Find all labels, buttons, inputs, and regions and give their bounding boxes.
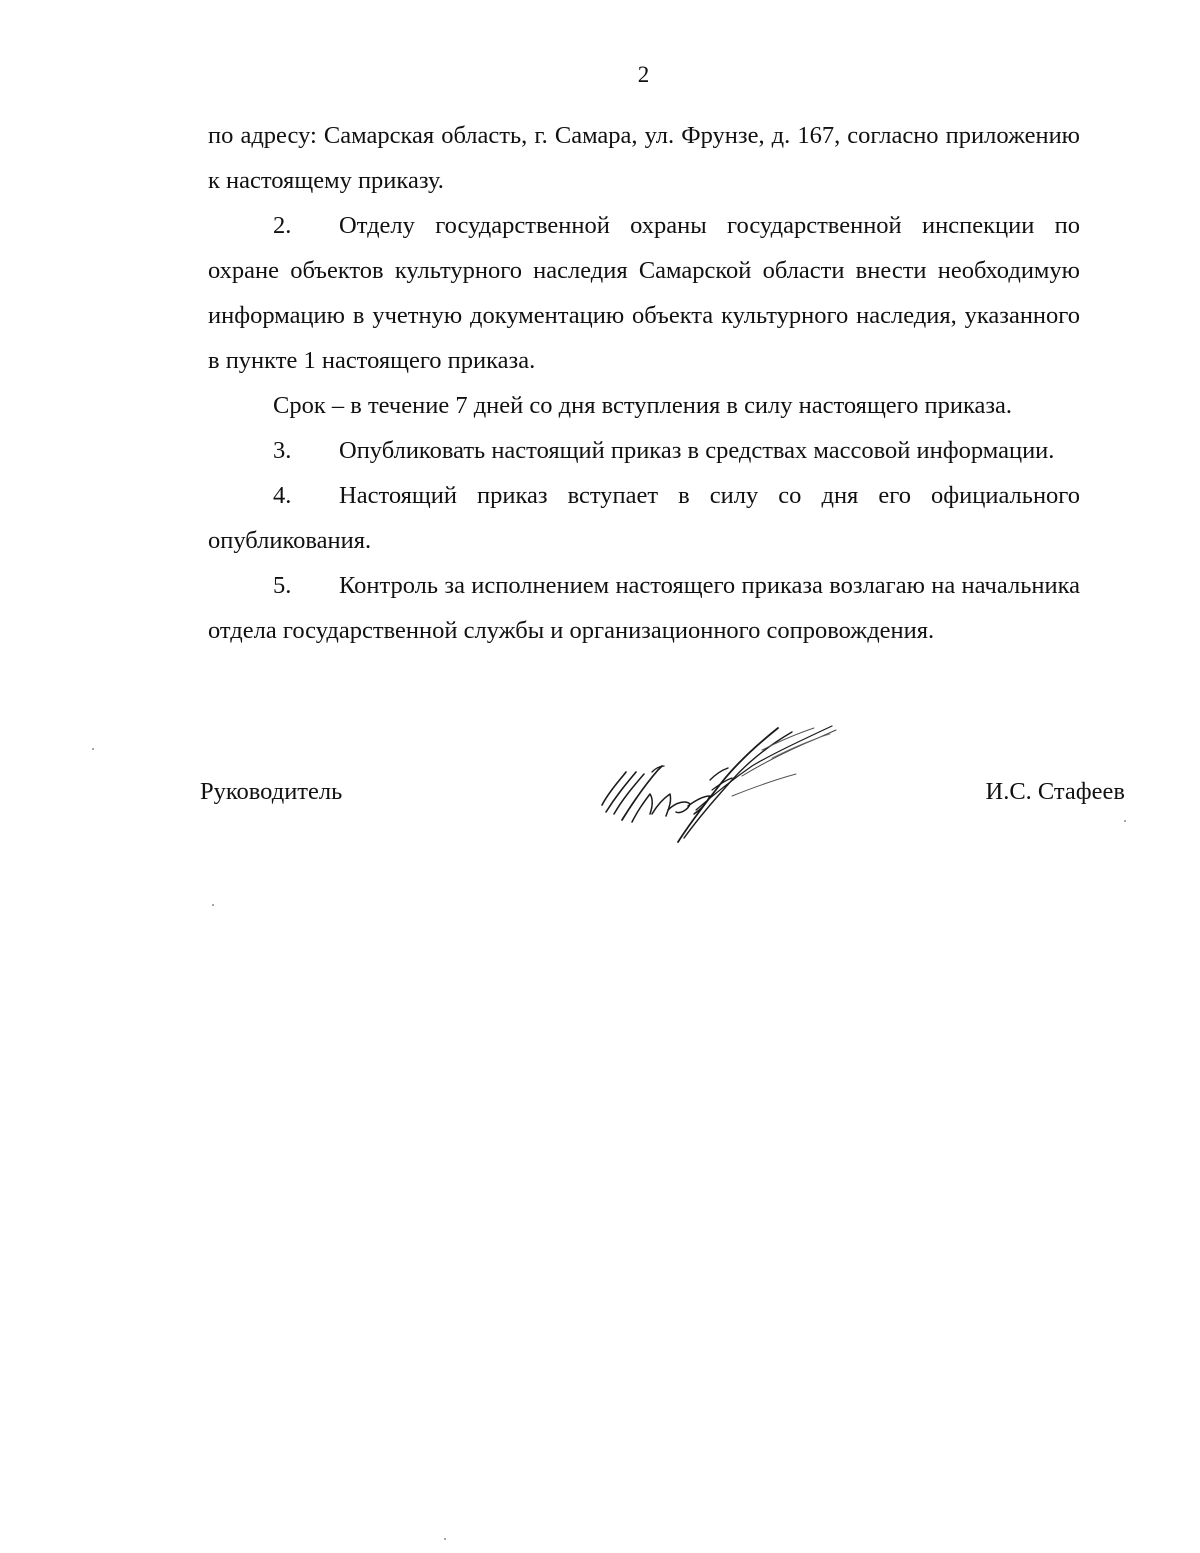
item-text: Настоящий приказ вступает в силу со дня его официального опубликования. xyxy=(208,482,1080,554)
paragraph-deadline: Срок – в течение 7 дней со дня вступления в силу настоящего приказа. xyxy=(273,392,1013,419)
item-text: Отделу государственной охраны государственной инспекции по охране объектов культурного наследия Самарской области внести необходимую информацию в учетную документацию объекта культурного наследия, указанного в пункте 1 настоящего приказа. xyxy=(208,212,1080,374)
scan-speck xyxy=(1124,820,1126,822)
item-number: 3. xyxy=(273,437,292,464)
paragraph-item-4 xyxy=(208,473,1080,563)
paragraph-item-2 xyxy=(208,203,1080,383)
item-number: 2. xyxy=(273,212,292,239)
handwritten-signature xyxy=(592,710,852,850)
paragraph-continuation: по адресу: Самарская область, г. Самара, ул. Фрунзе, д. 167, согласно приложению к настоящему приказу. xyxy=(208,122,1080,194)
document-body xyxy=(208,113,1080,653)
scan-speck xyxy=(444,1538,446,1540)
paragraph-item-5 xyxy=(208,563,1080,653)
paragraph-item-3 xyxy=(208,428,1080,473)
page-number: 2 xyxy=(637,62,650,87)
scan-speck xyxy=(212,904,214,906)
scan-speck xyxy=(92,748,94,750)
item-number: 5. xyxy=(273,572,292,599)
item-text: Контроль за исполнением настоящего приказа возлагаю на начальника отдела государственной службы и организационного сопровождения. xyxy=(208,572,1080,644)
signer-position: Руководитель xyxy=(200,778,343,805)
item-number: 4. xyxy=(273,482,292,509)
item-text: Опубликовать настоящий приказ в средствах массовой информации. xyxy=(339,437,1055,464)
signer-name: И.С. Стафеев xyxy=(985,778,1125,805)
